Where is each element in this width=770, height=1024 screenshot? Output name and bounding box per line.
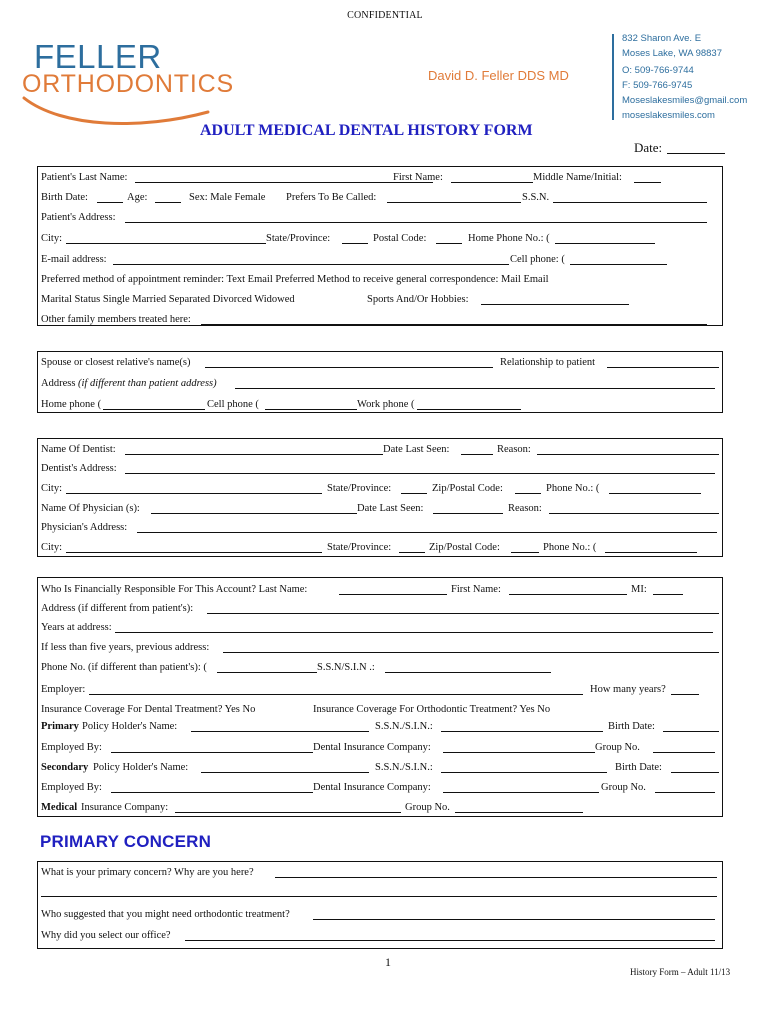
spouse-work-phone-label: Work phone ( [357,399,415,410]
email-field[interactable] [113,264,509,265]
secondary-group-field[interactable] [655,792,715,793]
prefers-label: Prefers To Be Called: [286,192,377,203]
dentist-date-field[interactable] [461,454,493,455]
dentist-date-label: Date Last Seen: [383,444,450,455]
contact-office-phone: O: 509-766-9744 [622,65,694,76]
sports-field[interactable] [481,304,629,305]
primary-holder-label: Policy Holder's Name: [82,721,178,732]
row-previous [41,641,721,655]
primary-group-label: Group No. [595,742,640,753]
primary-holder-field[interactable] [191,731,369,732]
row-medical [41,801,721,815]
physician-name-field[interactable] [151,513,357,514]
address-field[interactable] [125,222,707,223]
financial-ssn-field[interactable] [385,672,551,673]
logo-wordmark-orthodontics: ORTHODONTICS [22,70,234,98]
state-label: State/Province: [266,233,331,244]
physician-name-label: Name Of Physician (s): [41,503,140,514]
dentist-address-label: Dentist's Address: [41,463,117,474]
birth-date-field[interactable] [97,202,123,203]
financial-address-label: Address (if different from patient's): [41,603,194,614]
concern-q2-label: Who suggested that you might need orthodontic treatment? [41,909,290,920]
secondary-group-label: Group No. [601,782,646,793]
spouse-address-field[interactable] [235,388,715,389]
form-title: ADULT MEDICAL DENTAL HISTORY FORM [200,122,533,139]
physician-zip-field[interactable] [511,552,539,553]
dentist-reason-label: Reason: [497,444,531,455]
how-many-years-field[interactable] [671,694,699,695]
row-financial-phone [41,661,721,675]
primary-concern-heading: PRIMARY CONCERN [40,832,212,851]
primary-employed-label: Employed By: [41,742,102,753]
concern-q1-label: What is your primary concern? Why are you here? [41,867,254,878]
postal-field[interactable] [436,243,462,244]
responsible-first-name-label: First Name: [451,584,501,595]
physician-phone-field[interactable] [605,552,697,553]
row-concern-q3 [41,929,721,943]
previous-address-field[interactable] [223,652,719,653]
concern-q1-field[interactable] [275,877,717,878]
concern-q2-field[interactable] [313,919,715,920]
secondary-dental-co-label: Dental Insurance Company: [313,782,431,793]
physician-zip-label: Zip/Postal Code: [429,542,500,553]
dentist-zip-field[interactable] [515,493,541,494]
row-primary-holder [41,720,721,734]
spouse-name-field[interactable] [205,367,493,368]
primary-ssn-label: S.S.N./S.I.N.: [375,721,433,732]
first-name-field[interactable] [451,182,533,183]
dental-coverage-options[interactable]: Insurance Coverage For Dental Treatment? Yes No [41,704,256,715]
confidential-label: CONFIDENTIAL [347,10,423,21]
dentist-state-label: State/Province: [327,483,392,494]
row-concern-q1-cont [41,885,721,899]
row-physician [41,502,721,516]
relationship-field[interactable] [607,367,719,368]
primary-group-field[interactable] [653,752,715,753]
row-address [41,211,721,225]
row-city [41,232,721,246]
contact-website[interactable]: moseslakesmiles.com [622,110,715,121]
physician-state-label: State/Province: [327,542,392,553]
row-coverage [41,703,721,717]
city-label: City: [41,233,63,244]
physician-address-label: Physician's Address: [41,522,128,533]
sex-options[interactable]: Sex: Male Female [189,192,266,203]
medical-group-label: Group No. [405,802,450,813]
secondary-employed-field[interactable] [111,792,313,793]
birth-date-label: Birth Date: [41,192,88,203]
contact-divider [612,34,614,120]
date-label: Date: [634,140,663,155]
concern-q3-field[interactable] [185,940,715,941]
home-phone-field[interactable] [555,243,655,244]
last-name-field[interactable] [135,182,433,183]
how-many-years-label: How many years? [590,684,666,695]
last-name-label: Patient's Last Name: [41,172,128,183]
dentist-name-field[interactable] [125,454,383,455]
row-birth [41,191,721,205]
primary-dental-co-field[interactable] [443,752,595,753]
middle-name-label: Middle Name/Initial: [533,172,622,183]
dentist-address-field[interactable] [125,473,715,474]
responsible-mi-label: MI: [631,584,647,595]
physician-reason-label: Reason: [508,503,542,514]
postal-label: Postal Code: [373,233,427,244]
row-marital [41,293,721,307]
dentist-state-field[interactable] [401,493,427,494]
row-primary-employed [41,741,721,755]
financial-address-field[interactable] [207,613,719,614]
page-number: 1 [385,955,391,969]
email-label: E-mail address: [41,254,107,265]
medical-co-field[interactable] [175,812,401,813]
row-reminder [41,273,721,287]
concern-q1-field-line2[interactable] [41,896,717,897]
responsible-label: Who Is Financially Responsible For This Account? Last Name: [41,584,308,595]
row-family [41,313,721,327]
primary-employed-field[interactable] [111,752,313,753]
secondary-employed-label: Employed By: [41,782,102,793]
logo-swoosh-icon [22,96,212,132]
city-field[interactable] [66,243,266,244]
cell-label: Cell phone: ( [510,254,565,265]
row-years [41,621,721,635]
physician-phone-label: Phone No.: ( [543,542,597,553]
responsible-first-name-field[interactable] [509,594,627,595]
reminder-options[interactable]: Preferred method of appointment reminder: Text Email Preferred Method to receive general correspondence: Mail Email [41,274,549,285]
dentist-phone-field[interactable] [609,493,701,494]
years-field[interactable] [115,632,713,633]
spouse-home-phone-label: Home phone ( [41,399,102,410]
home-phone-label: Home Phone No.: ( [468,233,550,244]
contact-email[interactable]: Moseslakesmiles@gmail.com [622,95,748,106]
age-label: Age: [127,192,148,203]
row-responsible [41,583,721,597]
state-field[interactable] [342,243,368,244]
spouse-cell-phone-label: Cell phone ( [207,399,259,410]
row-email [41,253,721,267]
financial-ssn-label: S.S.N/S.I.N .: [317,662,375,673]
medical-co-label: Insurance Company: [81,802,169,813]
dentist-name-label: Name Of Dentist: [41,444,116,455]
row-secondary-holder [41,761,721,775]
row-concern-q1 [41,866,721,880]
address-label: Patient's Address: [41,212,116,223]
medical-group-field[interactable] [455,812,583,813]
physician-date-label: Date Last Seen: [357,503,424,514]
medical-label: Medical [41,802,78,813]
secondary-holder-field[interactable] [201,772,369,773]
primary-birth-label: Birth Date: [608,721,655,732]
relationship-label: Relationship to patient [500,357,596,368]
contact-address-line1: 832 Sharon Ave. E [622,33,702,44]
primary-birth-field[interactable] [663,731,719,732]
ortho-coverage-options[interactable]: Insurance Coverage For Orthodontic Treatment? Yes No [313,704,551,715]
footer-label: History Form – Adult 11/13 [630,967,731,977]
family-field[interactable] [201,324,707,325]
ssn-label: S.S.N. [522,192,550,203]
doctor-name: David D. Feller DDS MD [428,68,569,83]
dentist-reason-field[interactable] [537,454,719,455]
row-spouse-address [41,377,721,391]
physician-state-field[interactable] [399,552,425,553]
physician-reason-field[interactable] [549,513,719,514]
row-concern-q2 [41,908,721,922]
middle-name-field[interactable] [634,182,661,183]
row-employer [41,683,721,697]
cell-field[interactable] [570,264,667,265]
physician-city-field[interactable] [66,552,322,553]
primary-ssn-field[interactable] [441,731,603,732]
spouse-cell-phone-field[interactable] [265,409,357,410]
row-spouse [41,356,721,370]
prefers-field[interactable] [387,202,521,203]
ssn-field[interactable] [553,202,707,203]
spouse-home-phone-field[interactable] [103,409,205,410]
age-field[interactable] [155,202,181,203]
dentist-city-label: City: [41,483,63,494]
secondary-label: Secondary [41,762,89,773]
row-secondary-employed [41,781,721,795]
previous-address-label: If less than five years, previous address: [41,642,210,653]
dentist-phone-label: Phone No.: ( [546,483,600,494]
employer-label: Employer: [41,684,86,695]
secondary-dental-co-field[interactable] [443,792,599,793]
secondary-birth-label: Birth Date: [615,762,662,773]
physician-city-label: City: [41,542,63,553]
first-name-label: First Name: [393,172,443,183]
row-dentist-city [41,482,721,496]
contact-fax: F: 509-766-9745 [622,80,693,91]
spouse-address-note: (if different than patient address) [78,378,217,389]
row-dentist-address [41,462,721,476]
spouse-work-phone-field[interactable] [417,409,521,410]
contact-address-line2: Moses Lake, WA 98837 [622,48,722,59]
primary-dental-co-label: Dental Insurance Company: [313,742,431,753]
secondary-ssn-field[interactable] [441,772,607,773]
physician-date-field[interactable] [433,513,503,514]
logo-wordmark-feller: FELLER [34,38,162,75]
years-label: Years at address: [41,622,112,633]
dentist-zip-label: Zip/Postal Code: [432,483,503,494]
physician-address-field[interactable] [137,532,717,533]
dentist-city-field[interactable] [66,493,322,494]
primary-label: Primary [41,721,79,732]
employer-field[interactable] [89,694,583,695]
concern-q3-label: Why did you select our office? [41,930,171,941]
responsible-last-name-field[interactable] [339,594,447,595]
sports-label: Sports And/Or Hobbies: [367,294,469,305]
row-patient-name [41,171,721,185]
date-field[interactable] [667,153,725,154]
row-dentist [41,443,721,457]
secondary-ssn-label: S.S.N./S.I.N.: [375,762,433,773]
secondary-birth-field[interactable] [671,772,719,773]
spouse-name-label: Spouse or closest relative's name(s) [41,357,191,368]
financial-phone-label: Phone No. (if different than patient's): ( [41,662,207,673]
spouse-address-label: Address [41,378,76,389]
responsible-mi-field[interactable] [653,594,683,595]
row-physician-address [41,521,721,535]
row-financial-address [41,602,721,616]
family-label: Other family members treated here: [41,314,191,325]
marital-status-options[interactable]: Marital Status Single Married Separated Divorced Widowed [41,294,295,305]
financial-phone-field[interactable] [217,672,317,673]
row-spouse-phones [41,398,721,412]
secondary-holder-label: Policy Holder's Name: [93,762,189,773]
row-physician-city [41,541,721,555]
